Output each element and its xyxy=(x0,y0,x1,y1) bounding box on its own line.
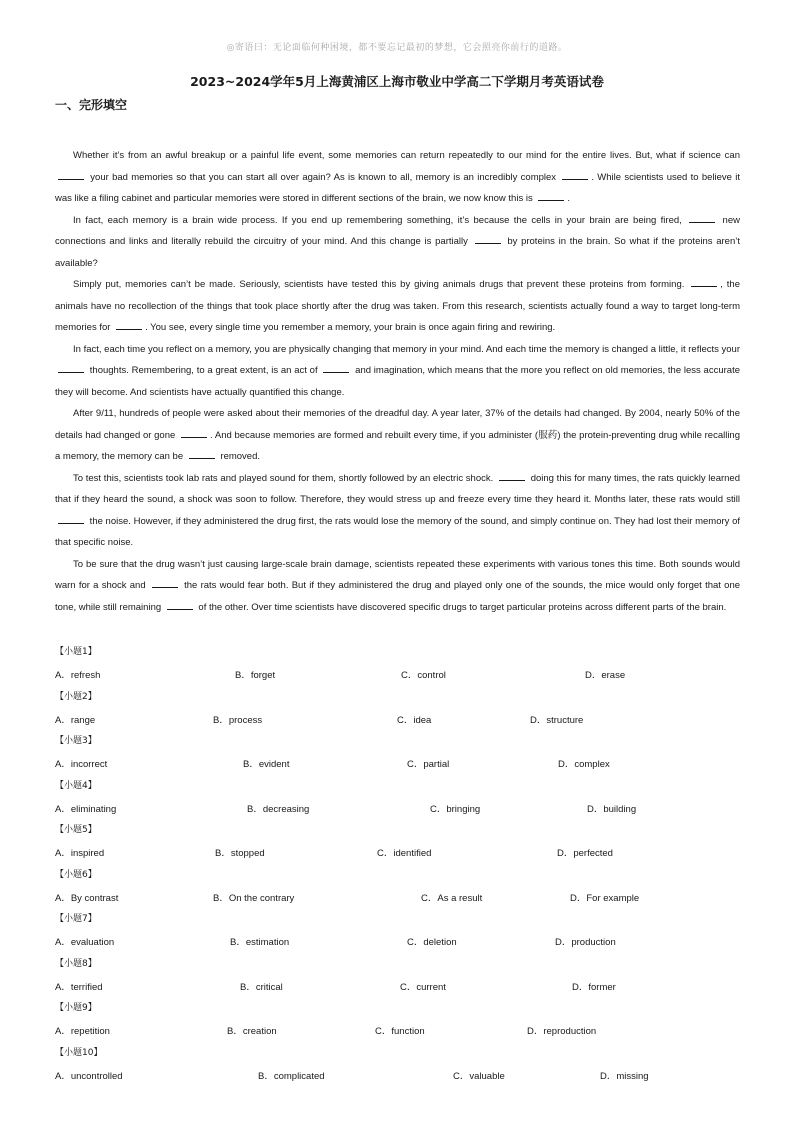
answer-option[interactable]: D．perfected xyxy=(557,848,613,859)
passage-text: To test this, scientists took lab rats and played sound for them, shortly followed by an electric shock. xyxy=(73,472,496,484)
answer-option[interactable]: B．critical xyxy=(240,981,283,993)
answer-option[interactable]: A．terrified xyxy=(55,981,103,993)
answer-option[interactable]: C．bringing xyxy=(430,803,481,815)
question-item xyxy=(55,907,755,952)
passage-text: In fact, each memory is a brain wide process. If you end up remembering something, it’s because the cells in your brain are being fired, xyxy=(73,214,687,226)
passage-paragraph xyxy=(55,145,740,210)
exam-title: 2023~2024学年5月上海黄浦区上海市敬业中学高二下学期月考英语试卷 xyxy=(190,74,604,89)
answer-blank[interactable] xyxy=(167,599,193,610)
question-number: 【小题3】 xyxy=(55,736,97,746)
passage-paragraph xyxy=(55,274,740,339)
question-number: 【小题8】 xyxy=(55,958,97,969)
question-number: 【小题2】 xyxy=(55,691,97,702)
cloze-passage xyxy=(55,145,740,618)
answer-blank[interactable] xyxy=(499,470,525,481)
question-number: 【小题5】 xyxy=(55,825,97,835)
answer-blank[interactable] xyxy=(58,169,84,180)
answer-option[interactable]: A．repetition xyxy=(55,1026,110,1037)
passage-paragraph xyxy=(55,403,740,468)
passage-text: . While scientists used to believe it was like a filing cabinet and particular memories were stored in different sections of the brain, we now know this is xyxy=(55,171,740,204)
passage-text: . You see, every single time you remember a memory, your brain is once again firing and rewiring. xyxy=(145,322,556,333)
passage-text: , the animals have no recollection of the things that took place shortly after the drug was taken. From this research, scientists actually found a way to target long-term memories for xyxy=(55,279,740,333)
answer-blank[interactable] xyxy=(58,513,84,524)
passage-paragraph xyxy=(55,554,740,619)
answer-option[interactable]: C．identified xyxy=(377,848,432,859)
answer-option[interactable]: C．As a result xyxy=(421,892,483,904)
answer-option[interactable]: C．deletion xyxy=(407,937,457,948)
answer-option[interactable]: C．idea xyxy=(397,714,432,726)
answer-blank[interactable] xyxy=(475,233,501,244)
question-item xyxy=(55,685,755,730)
answer-blank[interactable] xyxy=(562,169,588,180)
answer-blank[interactable] xyxy=(538,190,564,201)
answer-option[interactable]: D．former xyxy=(572,981,616,993)
question-item xyxy=(55,774,755,819)
answer-option[interactable]: A．evaluation xyxy=(55,937,115,948)
question-item xyxy=(55,1041,755,1086)
answer-option[interactable]: B．decreasing xyxy=(247,803,310,815)
answer-option[interactable]: D．reproduction xyxy=(527,1026,597,1037)
question-number: 【小题1】 xyxy=(55,647,97,657)
answer-option[interactable]: A．eliminating xyxy=(55,803,117,815)
answer-blank[interactable] xyxy=(689,212,715,223)
answer-option[interactable]: D．erase xyxy=(585,670,626,681)
answer-blank[interactable] xyxy=(181,427,207,438)
answer-blank[interactable] xyxy=(323,362,349,373)
answer-option[interactable]: B．On the contrary xyxy=(213,892,295,904)
question-number: 【小题9】 xyxy=(55,1003,97,1013)
question-item xyxy=(55,863,755,908)
passage-text: After 9/11, hundreds of people were asked about their memories of the dreadful day. A year later, 37% of the details had changed. By 2004, nearly 50% of the details had changed or gone xyxy=(55,408,740,441)
passage-text: your bad memories so that you can start all over again? As is known to all, memory is an incredibly complex xyxy=(87,171,560,183)
answer-blank[interactable] xyxy=(691,276,717,287)
question-number: 【小题6】 xyxy=(55,869,97,880)
answer-option[interactable]: A．inspired xyxy=(55,848,105,859)
answer-option[interactable]: D．missing xyxy=(600,1070,649,1082)
answer-option[interactable]: D．structure xyxy=(530,714,584,726)
answer-option[interactable]: D．building xyxy=(587,803,637,815)
answer-option[interactable]: B．evident xyxy=(243,759,290,770)
passage-text: by proteins in the brain. So what if the proteins aren’t available? xyxy=(55,236,740,269)
answer-option[interactable]: A．range xyxy=(55,714,96,726)
answer-option[interactable]: C．partial xyxy=(407,759,450,770)
answer-option[interactable]: D．For example xyxy=(570,892,640,904)
answer-blank[interactable] xyxy=(116,319,142,330)
question-item xyxy=(55,996,755,1041)
passage-paragraph xyxy=(55,339,740,404)
answer-option[interactable]: D．complex xyxy=(558,759,610,770)
passage-text: To be sure that the drug wasn’t just causing large-scale brain damage, scientists repeated these experiments with various tones this time. Both sounds would warn for a shock and xyxy=(55,558,740,591)
passage-paragraph xyxy=(55,210,740,275)
passage-text: and imagination, which means that the more you reflect on old memories, the less accurate they will become. And scientists have actually quantified this change. xyxy=(55,365,740,398)
section-heading: 一、完形填空 xyxy=(55,98,128,112)
answer-option[interactable]: D．production xyxy=(555,937,616,948)
question-number: 【小题4】 xyxy=(55,780,97,791)
passage-text: new connections and links and literally rebuild the circuitry of your mind. And this change is partially xyxy=(55,214,740,247)
passage-text: the noise. However, if they administered the drug first, the rats would lose the memory of the sound, and simply continue on. They had lost their memory of that specific noise. xyxy=(55,515,740,548)
answer-blank[interactable] xyxy=(58,362,84,373)
question-list xyxy=(55,640,755,1085)
passage-text: In fact, each time you reflect on a memory, you are physically changing that memory in your mind. And each time the memory is changed a little, it reflects your xyxy=(73,343,740,355)
answer-option[interactable]: B．estimation xyxy=(230,937,290,948)
question-number: 【小题10】 xyxy=(55,1047,103,1058)
passage-paragraph xyxy=(55,468,740,554)
passage-text: thoughts. Remembering, to a great extent, is an act of xyxy=(87,365,321,376)
passage-text: Simply put, memories can’t be made. Seriously, scientists have tested this by giving animals drugs that prevent these proteins from forming. xyxy=(73,279,689,290)
answer-blank[interactable] xyxy=(189,448,215,459)
answer-option[interactable]: B．stopped xyxy=(215,848,265,859)
answer-option[interactable]: B．complicated xyxy=(258,1070,325,1082)
question-item xyxy=(55,818,755,863)
answer-option[interactable]: A．uncontrolled xyxy=(55,1070,123,1082)
answer-option[interactable]: A．incorrect xyxy=(55,759,108,770)
question-item xyxy=(55,640,755,685)
answer-option[interactable]: B．forget xyxy=(235,670,276,681)
answer-option[interactable]: C．current xyxy=(400,981,446,993)
passage-text: . xyxy=(567,193,570,204)
answer-blank[interactable] xyxy=(152,577,178,588)
passage-text: of the other. Over time scientists have discovered specific drugs to target particular proteins across different parts of the brain. xyxy=(195,601,727,613)
passage-text: removed. xyxy=(217,451,261,462)
answer-option[interactable]: C．function xyxy=(375,1026,425,1037)
answer-option[interactable]: C．control xyxy=(401,670,446,681)
answer-option[interactable]: A．refresh xyxy=(55,670,101,681)
passage-text: the rats would fear both. But if they administered the drug and played only one of the sounds, the mice would only forget that one tone, while still remaining xyxy=(55,580,741,613)
header-motto: ◎寄语曰：无论面临何种困境，都不要忘记最初的梦想，它会照亮你前行的道路。 xyxy=(226,43,568,53)
answer-option[interactable]: C．valuable xyxy=(453,1070,505,1082)
question-item xyxy=(55,729,755,774)
passage-text: . And because memories are formed and rebuilt every time, if you administer (服药) the protein-preventing drug while recalling a memory, the memory can be xyxy=(55,429,740,462)
question-item xyxy=(55,952,755,997)
passage-text: Whether it’s from an awful breakup or a painful life event, some memories can return repeatedly to our mind for the entire lives. But, what if science can xyxy=(73,150,740,161)
answer-option[interactable]: B．process xyxy=(213,714,263,726)
passage-text: doing this for many times, the rats quickly learned that if they heard the sound, a shock was soon to follow. Therefore, they would stress up and freeze every time they heard it. Months later, these rats would still xyxy=(55,472,740,505)
answer-option[interactable]: A．By contrast xyxy=(55,892,119,904)
question-number: 【小题7】 xyxy=(55,914,97,924)
answer-option[interactable]: B．creation xyxy=(227,1026,277,1037)
